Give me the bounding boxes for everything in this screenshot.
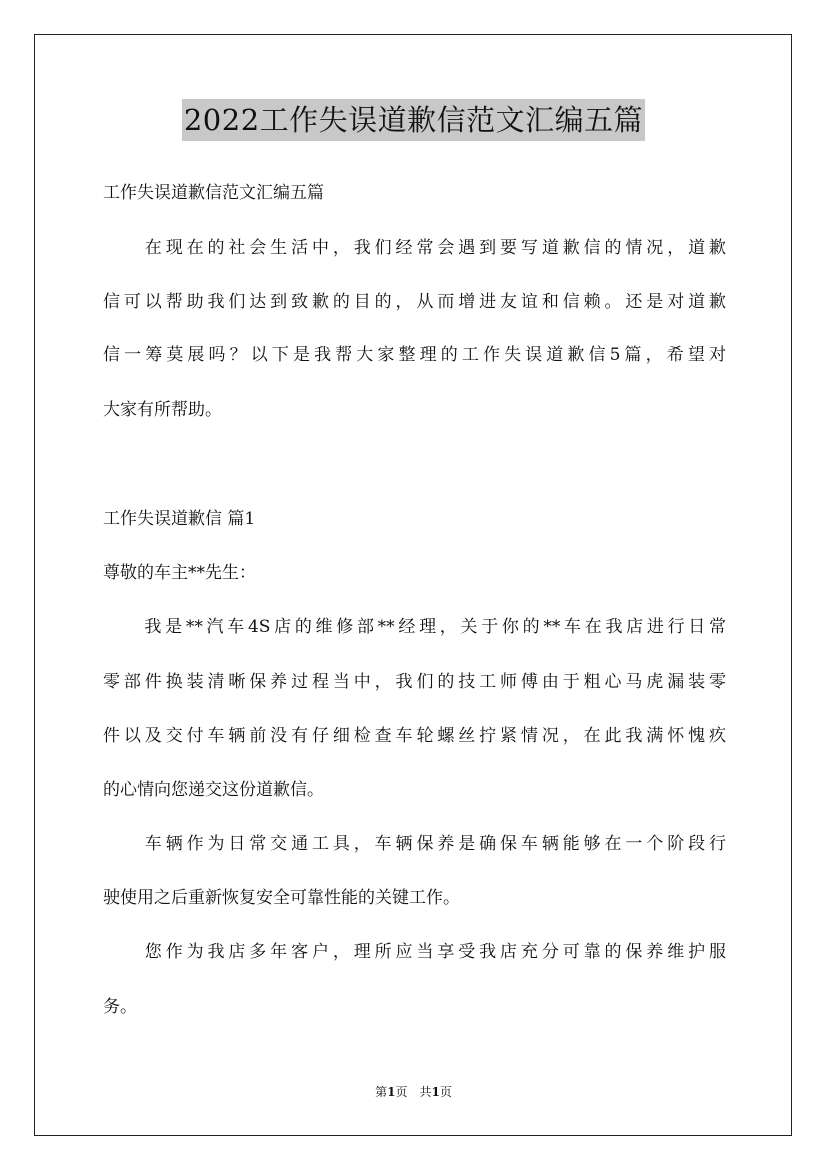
intro-line-2: 信可以帮助我们达到致歉的目的，从而增进友谊和信赖。还是对道歉 bbox=[103, 292, 726, 312]
para1-line-2: 零部件换装清晰保养过程当中，我们的技工师傅由于粗心马虎漏装零 bbox=[103, 672, 726, 692]
page-footer bbox=[0, 1084, 827, 1100]
footer-middle: 页 共 bbox=[395, 1085, 432, 1099]
salutation: 尊敬的车主**先生： bbox=[103, 563, 256, 583]
title-container bbox=[0, 99, 827, 141]
intro-line-1: 在现在的社会生活中，我们经常会遇到要写道歉信的情况，道歉 bbox=[103, 238, 726, 258]
para3-line-1: 您作为我店多年客户，理所应当享受我店充分可靠的保养维护服 bbox=[103, 942, 726, 962]
para1-line-3: 件以及交付车辆前没有仔细检查车轮螺丝拧紧情况，在此我满怀愧疚 bbox=[103, 726, 726, 746]
footer-suffix: 页 bbox=[439, 1085, 452, 1099]
footer-page-total: 1 bbox=[431, 1085, 440, 1099]
para1-line-4: 的心情向您递交这份道歉信。 bbox=[103, 780, 324, 800]
subtitle: 工作失误道歉信范文汇编五篇 bbox=[103, 183, 324, 203]
document-title: 2022工作失误道歉信范文汇编五篇 bbox=[182, 99, 645, 141]
intro-line-3: 信一筹莫展吗？以下是我帮大家整理的工作失误道歉信5篇，希望对 bbox=[103, 345, 726, 365]
para3-line-2: 务。 bbox=[103, 997, 137, 1017]
para2-line-2: 驶使用之后重新恢复安全可靠性能的关键工作。 bbox=[103, 888, 460, 908]
footer-page-number: 1 bbox=[387, 1085, 396, 1099]
section-heading: 工作失误道歉信 篇1 bbox=[103, 509, 256, 529]
footer-prefix: 第 bbox=[375, 1085, 388, 1099]
intro-line-4: 大家有所帮助。 bbox=[103, 400, 222, 420]
para2-line-1: 车辆作为日常交通工具，车辆保养是确保车辆能够在一个阶段行 bbox=[103, 834, 726, 854]
para1-line-1: 我是**汽车4S店的维修部**经理，关于你的**车在我店进行日常 bbox=[103, 617, 726, 637]
